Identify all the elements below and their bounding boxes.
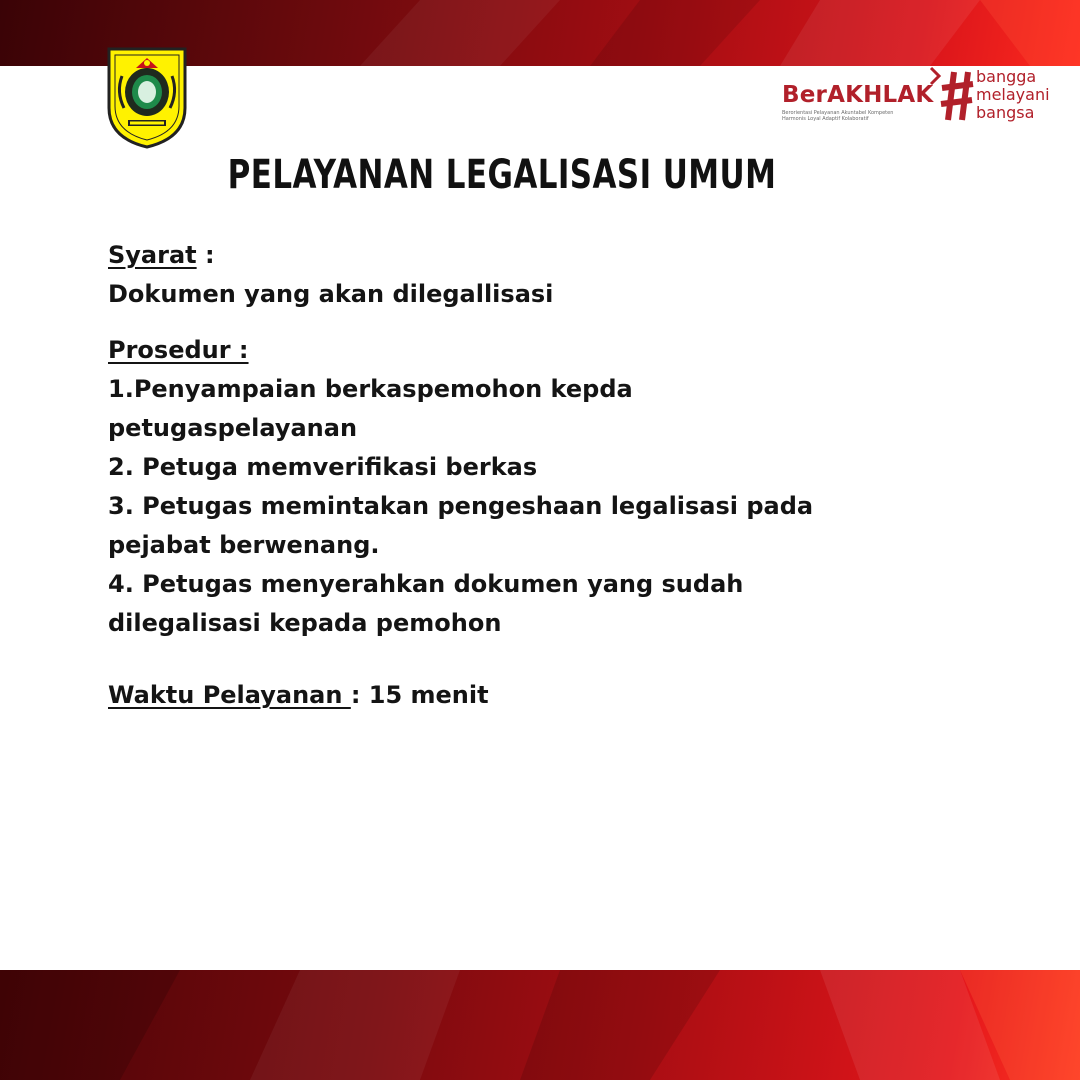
syarat-label: Syarat: [108, 241, 197, 269]
syarat-heading: [108, 236, 848, 275]
syarat-colon: :: [196, 241, 215, 269]
prosedur-heading: Prosedur :: [108, 336, 249, 364]
regional-emblem-logo: [106, 46, 188, 150]
syarat-text: Dokumen yang akan dilegallisasi: [108, 280, 554, 308]
berakhlak-tagline: Berorientasi Pelayanan Akuntabel Kompeten Harmonis Loyal Adaptif Kolaboratif: [782, 110, 894, 122]
berakhlak-logo: [782, 66, 1062, 126]
prosedur-line: pejabat berwenang.: [108, 531, 380, 559]
prosedur-line: 1.Penyampaian berkaspemohon kepda: [108, 375, 633, 403]
prosedur-line: 2. Petuga memverifikasi berkas: [108, 453, 538, 481]
prosedur-line: 3. Petugas memintakan pengeshaan legalisasi pada: [108, 492, 814, 520]
banner-shapes: [0, 970, 1080, 1080]
waktu-label: Waktu Pelayanan: [108, 681, 351, 709]
waktu-value: : 15 menit: [350, 681, 489, 709]
hashtag-icon: [940, 70, 974, 122]
slogan-text: bangga melayani bangsa: [976, 67, 1050, 122]
prosedur-line: petugaspelayanan: [108, 414, 358, 442]
berakhlak-wordmark: BerAKHLAK: [782, 82, 934, 108]
bottom-banner: [0, 970, 1080, 1080]
prosedur-line: dilegalisasi kepada pemohon: [108, 609, 502, 637]
waktu-pelayanan: [108, 676, 848, 715]
page-title: PELAYANAN LEGALISASI UMUM: [227, 152, 777, 198]
service-info: [108, 236, 848, 715]
prosedur-line: 4. Petugas menyerahkan dokumen yang sudah: [108, 570, 744, 598]
